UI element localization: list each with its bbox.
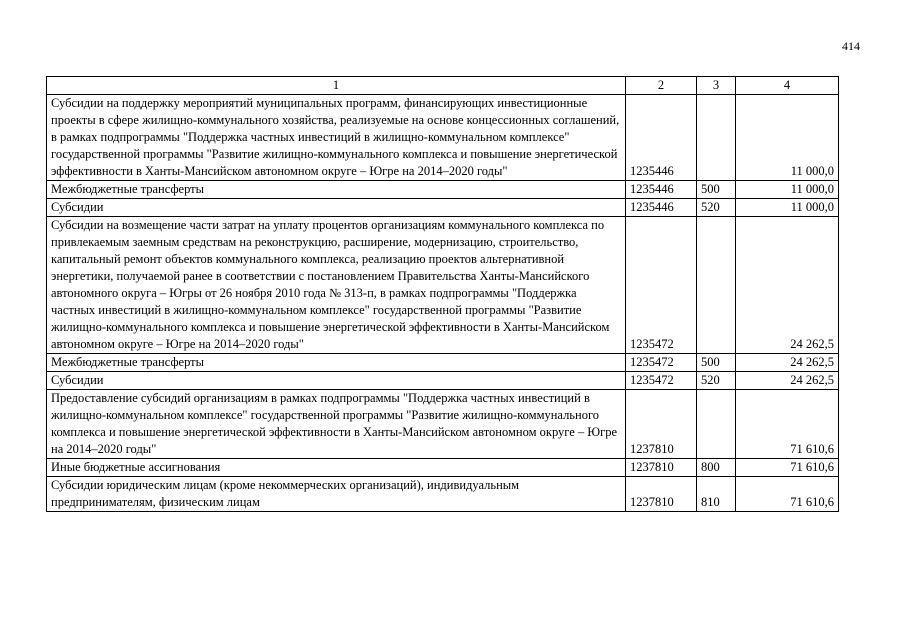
row-type xyxy=(697,390,736,459)
table-header xyxy=(47,77,839,95)
header-col-4: 4 xyxy=(736,77,839,95)
row-name: Субсидии на возмещение части затрат на уплату процентов организациям коммунального комплекса по привлекаемым заемным средствам на реконструкцию, расширение, модернизацию, строительство, капитальный ремонт объектов коммунального комплекса, реализацию проектов альтернативной энергетики, получаемой ранее в соответствии с постановлением Правительства Ханты-Мансийского автономного округа – Югры от 26 ноября 2010 года № 313-п, в рамках подпрограммы "Поддержка частных инвестиций в жилищно-коммунальном комплексе" государственной программы "Развитие жилищно-коммунального комплекса и повышение энергетической эффективности в Ханты-Мансийском автономном округе – Югре на 2014–2020 годы" xyxy=(47,217,626,354)
row-amount: 11 000,0 xyxy=(736,181,839,199)
budget-table xyxy=(46,76,839,512)
table-row xyxy=(47,390,839,459)
table-row xyxy=(47,459,839,477)
table-row xyxy=(47,217,839,354)
table-row xyxy=(47,477,839,512)
row-type xyxy=(697,217,736,354)
table-body xyxy=(47,95,839,512)
page-number: 414 xyxy=(842,39,860,53)
header-col-3: 3 xyxy=(697,77,736,95)
row-code: 1237810 xyxy=(626,390,697,459)
row-code: 1235472 xyxy=(626,372,697,390)
row-type: 810 xyxy=(697,477,736,512)
header-col-1: 1 xyxy=(47,77,626,95)
row-name: Субсидии xyxy=(47,372,626,390)
row-name: Субсидии xyxy=(47,199,626,217)
table-row xyxy=(47,95,839,181)
table-row xyxy=(47,181,839,199)
row-code: 1237810 xyxy=(626,459,697,477)
row-amount: 24 262,5 xyxy=(736,372,839,390)
row-type: 800 xyxy=(697,459,736,477)
row-name: Предоставление субсидий организациям в рамках подпрограммы "Поддержка частных инвестиций в жилищно-коммунальном комплексе" государственной программы "Развитие жилищно-коммунального комплекса и повышение энергетической эффективности в Ханты-Мансийском автономном округе – Югре на 2014–2020 годы" xyxy=(47,390,626,459)
row-type: 500 xyxy=(697,354,736,372)
row-type xyxy=(697,95,736,181)
row-code: 1235446 xyxy=(626,199,697,217)
row-name: Субсидии на поддержку мероприятий муниципальных программ, финансирующих инвестиционные проекты в сфере жилищно-коммунального хозяйства, реализуемые на основе концессионных соглашений, в рамках подпрограммы "Поддержка частных инвестиций в жилищно-коммунальном комплексе" государственной программы "Развитие жилищно-коммунального комплекса и повышение энергетической эффективности в Ханты-Мансийском автономном округе – Югре на 2014–2020 годы" xyxy=(47,95,626,181)
row-amount: 71 610,6 xyxy=(736,390,839,459)
row-amount: 11 000,0 xyxy=(736,199,839,217)
row-type: 520 xyxy=(697,372,736,390)
row-amount: 71 610,6 xyxy=(736,477,839,512)
table-row xyxy=(47,372,839,390)
row-code: 1237810 xyxy=(626,477,697,512)
row-amount: 11 000,0 xyxy=(736,95,839,181)
row-type: 500 xyxy=(697,181,736,199)
table-row xyxy=(47,354,839,372)
row-amount: 24 262,5 xyxy=(736,217,839,354)
row-type: 520 xyxy=(697,199,736,217)
row-amount: 71 610,6 xyxy=(736,459,839,477)
row-amount: 24 262,5 xyxy=(736,354,839,372)
row-name: Межбюджетные трансферты xyxy=(47,354,626,372)
row-name: Иные бюджетные ассигнования xyxy=(47,459,626,477)
header-col-2: 2 xyxy=(626,77,697,95)
row-name: Субсидии юридическим лицам (кроме некоммерческих организаций), индивидуальным предпринимателям, физическим лицам xyxy=(47,477,626,512)
row-code: 1235472 xyxy=(626,217,697,354)
row-name: Межбюджетные трансферты xyxy=(47,181,626,199)
row-code: 1235472 xyxy=(626,354,697,372)
header-row xyxy=(47,77,839,95)
table-row xyxy=(47,199,839,217)
row-code: 1235446 xyxy=(626,181,697,199)
row-code: 1235446 xyxy=(626,95,697,181)
